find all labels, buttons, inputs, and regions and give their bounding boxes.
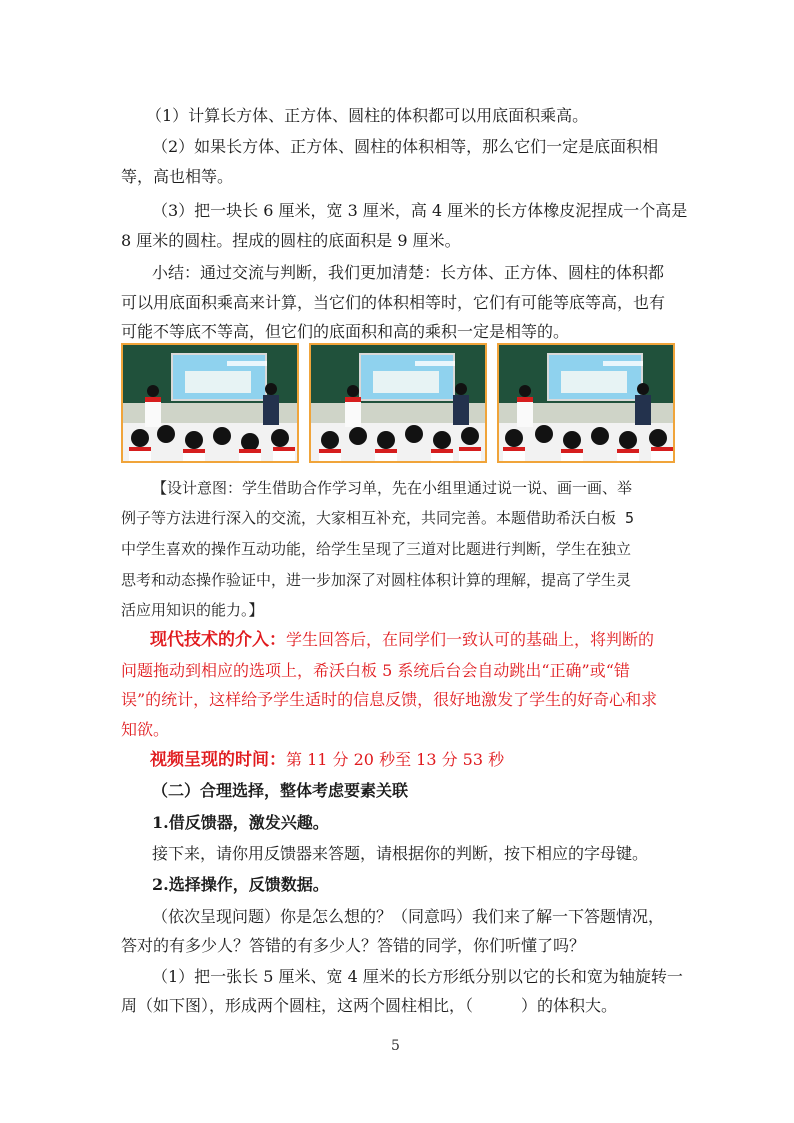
design-intent-5: 活应用知识的能力。】 <box>121 601 264 619</box>
page-number: 5 <box>391 1038 400 1054</box>
classroom-photo-3 <box>497 343 675 463</box>
tech-line-4: 知欲。 <box>121 720 170 739</box>
tech-line-1 <box>150 630 654 650</box>
statement-1: （1）计算长方体、正方体、圆柱的体积都可以用底面积乘高。 <box>146 106 589 125</box>
step-1-title: 1.借反馈器，激发兴趣。 <box>152 813 329 832</box>
statement-2: （2）如果长方体、正方体、圆柱的体积相等，那么它们一定是底面积相 <box>152 137 659 156</box>
question-1-line-1: （1）把一张长 5 厘米、宽 4 厘米的长方形纸分别以它的长和宽为轴旋转一 <box>152 967 683 986</box>
statement-3: （3）把一块长 6 厘米，宽 3 厘米，高 4 厘米的长方体橡皮泥捏成一个高是 <box>152 201 688 220</box>
classroom-photo-1 <box>121 343 299 463</box>
step-2-title: 2.选择操作，反馈数据。 <box>152 875 329 894</box>
step-2-text-1: （依次呈现问题）你是怎么想的？（同意吗）我们来了解一下答题情况， <box>152 907 665 926</box>
summary-line-2: 可以用底面积乘高来计算，当它们的体积相等时，它们有可能等底等高，也有 <box>121 293 666 312</box>
section-heading: （二）合理选择，整体考虑要素关联 <box>152 781 409 800</box>
tech-text-1: 学生回答后，在同学们一致认可的基础上，将判断的 <box>286 630 655 649</box>
design-intent-4: 思考和动态操作验证中，进一步加深了对圆柱体积计算的理解，提高了学生灵 <box>121 571 632 589</box>
design-intent-3: 中学生喜欢的操作互动功能，给学生呈现了三道对比题进行判断，学生在独立 <box>121 540 632 558</box>
classroom-photo-2 <box>309 343 487 463</box>
tech-label: 现代技术的介入： <box>150 630 286 650</box>
statement-2-cont: 等，高也相等。 <box>121 167 234 186</box>
summary-line-3: 可能不等底不等高，但它们的底面积和高的乘积一定是相等的。 <box>121 322 570 341</box>
question-1-line-2: 周（如下图），形成两个圆柱，这两个圆柱相比，（ ）的体积大。 <box>121 996 618 1015</box>
video-label: 视频呈现的时间： <box>150 750 286 770</box>
design-intent-1: 【设计意图：学生借助合作学习单，先在小组里通过说一说、画一画、举 <box>152 479 633 497</box>
video-time: 第 11 分 20 秒至 13 分 53 秒 <box>286 750 505 769</box>
video-time-line <box>150 750 504 770</box>
tech-line-3: 误”的统计，这样给予学生适时的信息反馈，很好地激发了学生的好奇心和求 <box>121 690 658 709</box>
step-1-text: 接下来，请你用反馈器来答题，请根据你的判断，按下相应的字母键。 <box>152 844 649 863</box>
step-2-text-2: 答对的有多少人？答错的有多少人？答错的同学，你们听懂了吗？ <box>121 936 586 955</box>
classroom-photos <box>121 343 677 465</box>
statement-3-cont: 8 厘米的圆柱。捏成的圆柱的底面积是 9 厘米。 <box>121 231 461 250</box>
design-intent-2: 例子等方法进行深入的交流，大家相互补充，共同完善。本题借助希沃白板 5 <box>121 509 635 527</box>
tech-line-2: 问题拖动到相应的选项上，希沃白板 5 系统后台会自动跳出“正确”或“错 <box>121 661 630 680</box>
summary-line-1: 小结：通过交流与判断，我们更加清楚：长方体、正方体、圆柱的体积都 <box>152 263 665 282</box>
